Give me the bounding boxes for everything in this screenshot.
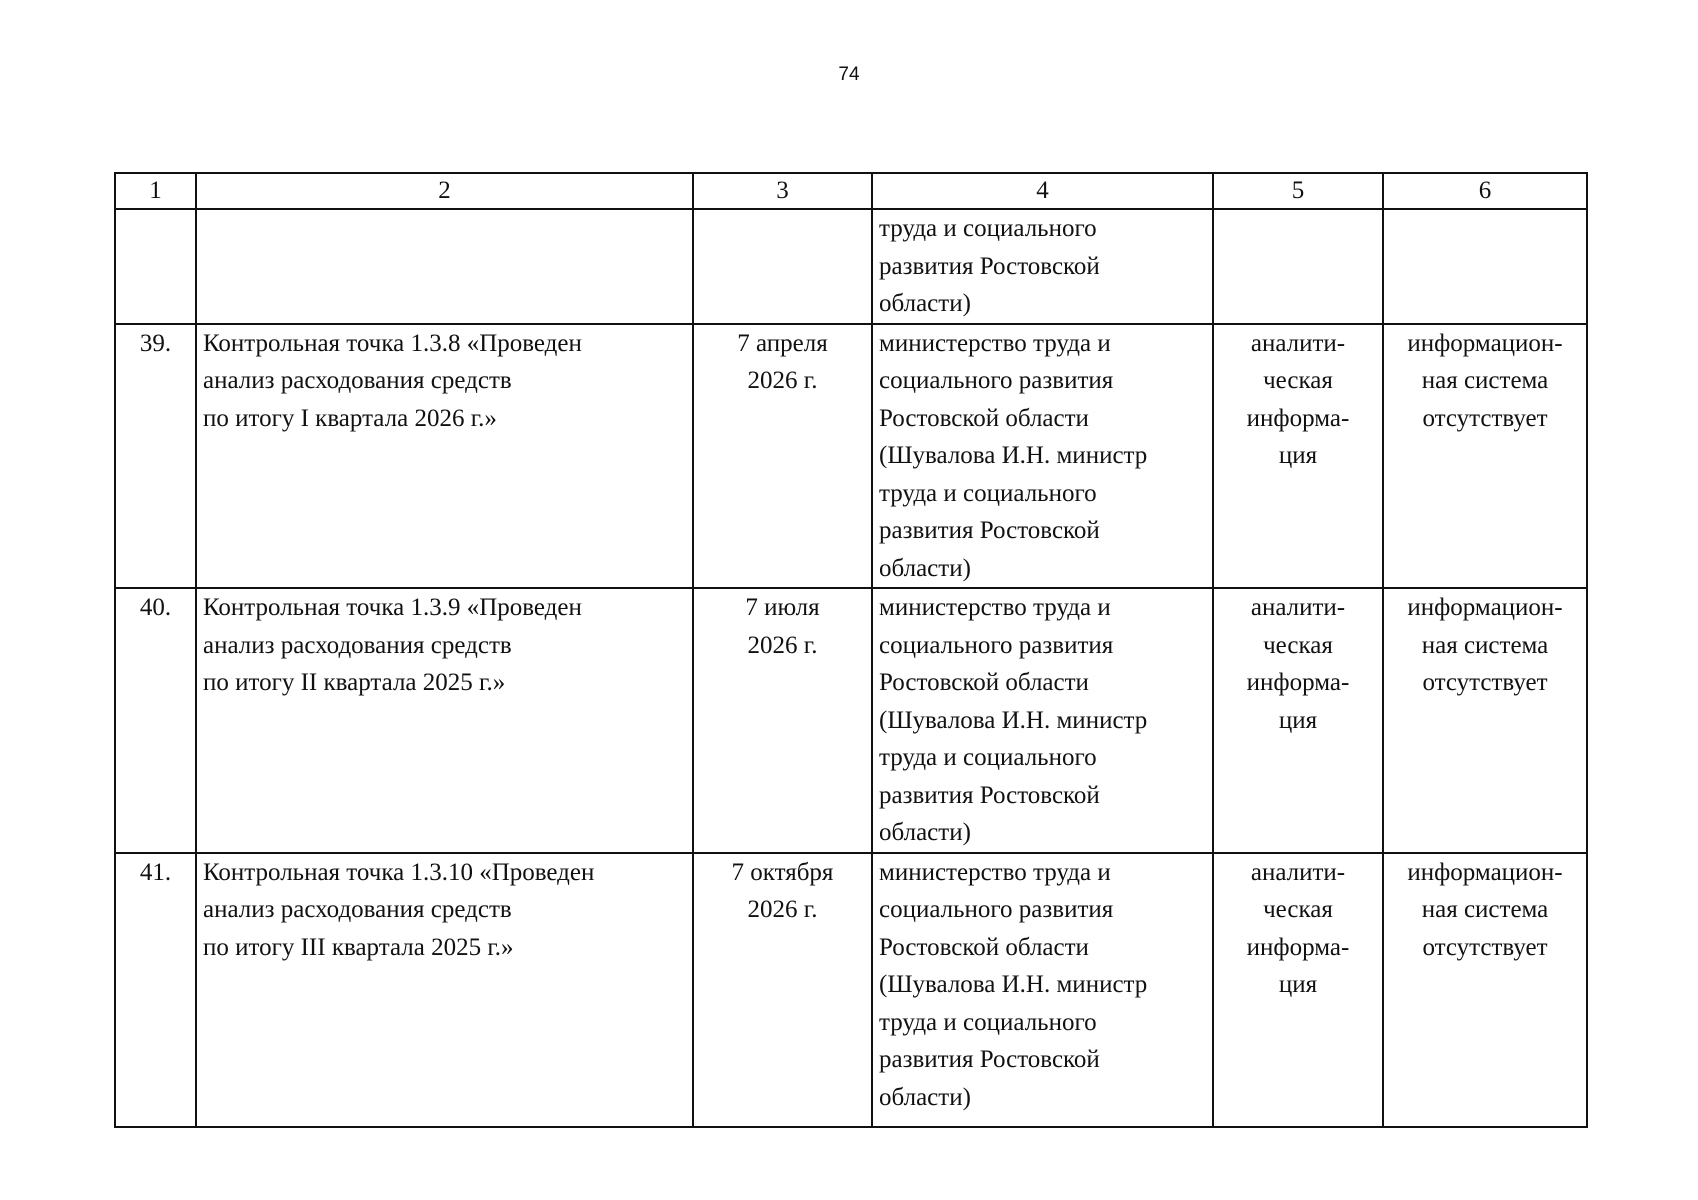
column-header-3: 3 xyxy=(693,173,872,209)
row-date: 7 апреля 2026 г. xyxy=(693,324,872,589)
column-header-6: 6 xyxy=(1383,173,1587,209)
row-responsible: министерство труда и социального развития Ростовской области (Шувалова И.Н. министр труда и социального развития Ростовской области) xyxy=(872,853,1213,1127)
continuation-row xyxy=(115,209,1587,324)
row-number: 39. xyxy=(115,324,196,589)
row-number: 40. xyxy=(115,588,196,853)
row-document-type: аналити- ческая информа- ция xyxy=(1213,324,1383,589)
row-date: 7 октября 2026 г. xyxy=(693,853,872,1127)
continuation-date-cell xyxy=(693,209,872,324)
row-document-type: аналити- ческая информа- ция xyxy=(1213,588,1383,853)
page-number: 74 xyxy=(838,64,860,85)
row-responsible: министерство труда и социального развития Ростовской области (Шувалова И.Н. министр труда и социального развития Ростовской области) xyxy=(872,588,1213,853)
table-row xyxy=(115,588,1587,853)
column-header-5: 5 xyxy=(1213,173,1383,209)
column-header-1: 1 xyxy=(115,173,196,209)
row-responsible: министерство труда и социального развития Ростовской области (Шувалова И.Н. министр труда и социального развития Ростовской области) xyxy=(872,324,1213,589)
continuation-document-cell xyxy=(1213,209,1383,324)
row-document-type: аналити- ческая информа- ция xyxy=(1213,853,1383,1127)
row-description: Контрольная точка 1.3.10 «Проведен анализ расходования средств по итогу III квартала 2025 г.» xyxy=(196,853,693,1127)
table-row xyxy=(115,324,1587,589)
column-header-4: 4 xyxy=(872,173,1213,209)
row-information-system: информацион- ная система отсутствует xyxy=(1383,588,1587,853)
continuation-description-cell xyxy=(196,209,693,324)
continuation-system-cell xyxy=(1383,209,1587,324)
row-information-system: информацион- ная система отсутствует xyxy=(1383,324,1587,589)
column-header-2: 2 xyxy=(196,173,693,209)
row-date: 7 июля 2026 г. xyxy=(693,588,872,853)
continuation-number-cell xyxy=(115,209,196,324)
table-header-row xyxy=(115,173,1587,209)
row-information-system: информацион- ная система отсутствует xyxy=(1383,853,1587,1127)
row-number: 41. xyxy=(115,853,196,1127)
row-description: Контрольная точка 1.3.9 «Проведен анализ расходования средств по итогу II квартала 2025 г.» xyxy=(196,588,693,853)
control-points-table xyxy=(114,172,1588,1128)
continuation-responsible-cell: труда и социального развития Ростовской области) xyxy=(872,209,1213,324)
row-description: Контрольная точка 1.3.8 «Проведен анализ расходования средств по итогу I квартала 2026 г.» xyxy=(196,324,693,589)
table-row xyxy=(115,853,1587,1127)
